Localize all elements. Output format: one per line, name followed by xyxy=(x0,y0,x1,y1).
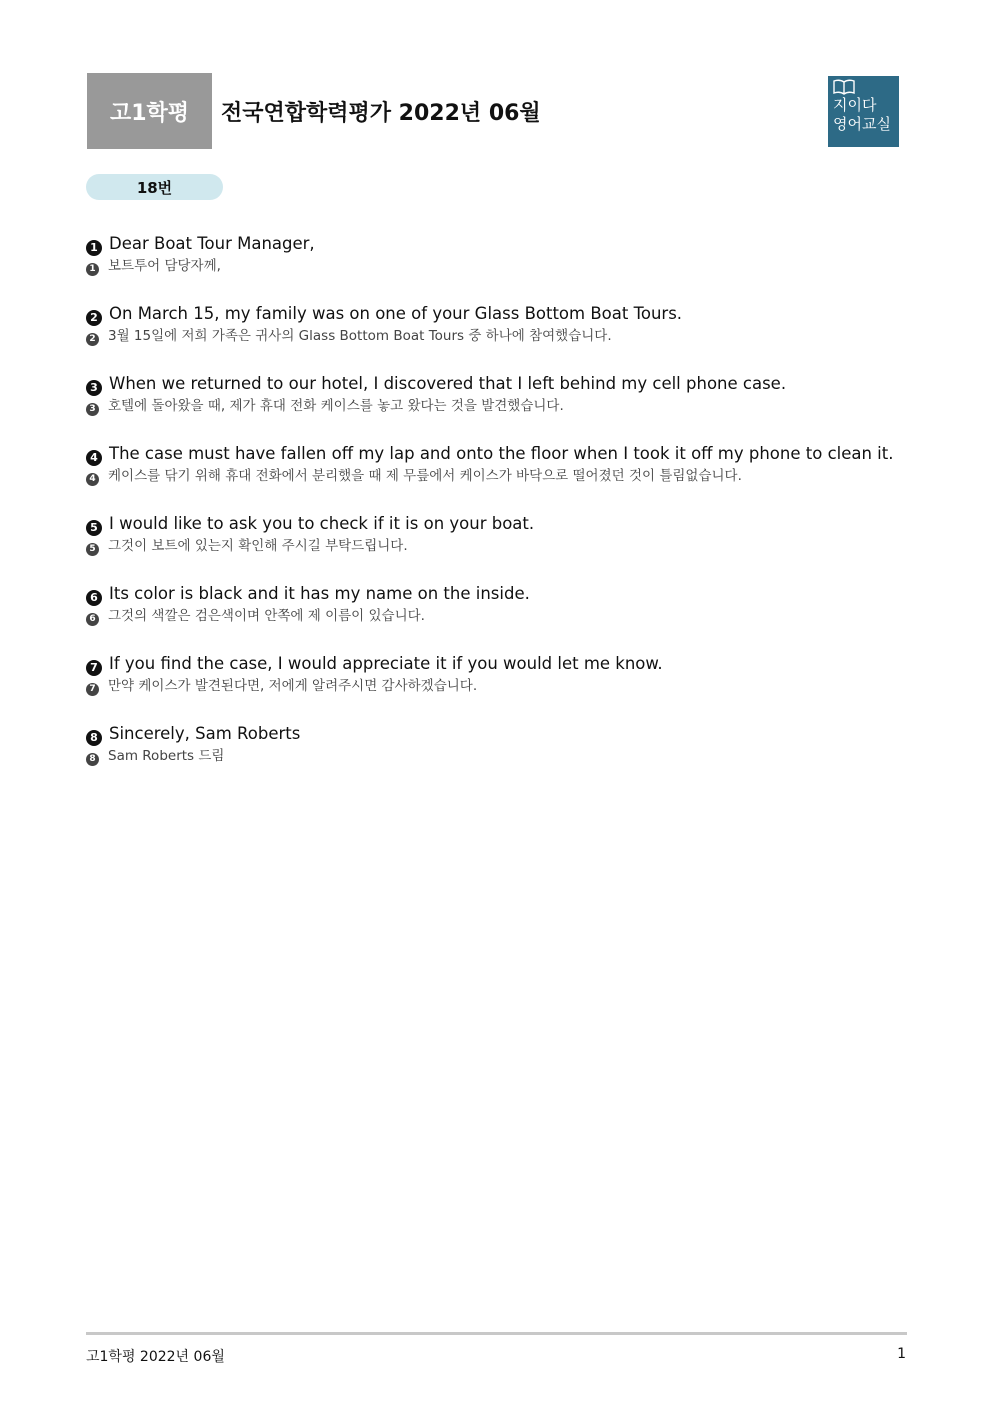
english-sentence xyxy=(86,721,907,746)
english-text: On March 15, my family was on one of your Glass Bottom Boat Tours. xyxy=(109,304,683,323)
question-number-badge: 18번 xyxy=(86,174,223,200)
korean-text: 호텔에 돌아왔을 때, 제가 휴대 전화 케이스를 놓고 왔다는 것을 발견했습니다. xyxy=(108,398,564,414)
page-title: 전국연합학력평가 2022년 06월 xyxy=(221,101,541,126)
english-text: When we returned to our hotel, I discovered that I left behind my cell phone case. xyxy=(109,374,787,393)
sentence-item xyxy=(86,231,907,277)
sentence-number: 7 xyxy=(86,660,102,676)
english-sentence xyxy=(86,231,907,256)
english-text: Its color is black and it has my name on the inside. xyxy=(109,584,530,603)
sentence-number: 2 xyxy=(86,310,102,326)
korean-translation xyxy=(86,466,907,487)
book-icon xyxy=(833,79,855,95)
korean-text: 그것이 보트에 있는지 확인해 주시길 부탁드립니다. xyxy=(108,538,408,554)
logo xyxy=(828,76,899,147)
sentence-number: 3 xyxy=(86,403,99,416)
english-sentence xyxy=(86,301,907,326)
english-text: Dear Boat Tour Manager, xyxy=(109,234,315,253)
sentence-number: 2 xyxy=(86,333,99,346)
korean-text: 그것의 색깔은 검은색이며 안쪽에 제 이름이 있습니다. xyxy=(108,608,425,624)
korean-translation xyxy=(86,326,907,347)
korean-translation xyxy=(86,676,907,697)
sentence-item xyxy=(86,511,907,557)
sentence-number: 4 xyxy=(86,473,99,486)
english-sentence xyxy=(86,581,907,606)
sentence-item xyxy=(86,651,907,697)
sentence-number: 1 xyxy=(86,263,99,276)
korean-translation xyxy=(86,396,907,417)
sentence-number: 6 xyxy=(86,613,99,626)
footer-label: 고1학평 2022년 06월 xyxy=(86,1349,225,1365)
english-text: Sincerely, Sam Roberts xyxy=(109,724,301,743)
korean-translation xyxy=(86,256,907,277)
english-sentence xyxy=(86,651,907,676)
logo-line-1: 지이다 xyxy=(833,96,877,114)
korean-text: 케이스를 닦기 위해 휴대 전화에서 분리했을 때 제 무릎에서 케이스가 바닥으로 떨어졌던 것이 틀림없습니다. xyxy=(108,468,742,484)
korean-translation xyxy=(86,536,907,557)
sentence-number: 6 xyxy=(86,590,102,606)
english-text: The case must have fallen off my lap and onto the floor when I took it off my phone to clean it. xyxy=(109,444,894,463)
sentence-list xyxy=(86,231,907,791)
english-sentence xyxy=(86,371,907,396)
grade-tag: 고1학평 xyxy=(87,73,212,149)
sentence-number: 8 xyxy=(86,730,102,746)
korean-text: 보트투어 담당자께, xyxy=(108,258,221,274)
sentence-item xyxy=(86,371,907,417)
sentence-number: 1 xyxy=(86,240,102,256)
korean-text: Sam Roberts 드림 xyxy=(108,748,225,764)
sentence-number: 5 xyxy=(86,520,102,536)
sentence-number: 5 xyxy=(86,543,99,556)
korean-translation xyxy=(86,606,907,627)
footer-divider xyxy=(86,1332,907,1335)
page-number: 1 xyxy=(897,1346,906,1362)
sentence-item xyxy=(86,441,907,487)
sentence-number: 4 xyxy=(86,450,102,466)
sentence-item xyxy=(86,581,907,627)
english-sentence xyxy=(86,441,907,466)
english-text: If you find the case, I would appreciate it if you would let me know. xyxy=(109,654,663,673)
sentence-item xyxy=(86,721,907,767)
korean-text: 3월 15일에 저희 가족은 귀사의 Glass Bottom Boat Tours 중 하나에 참여했습니다. xyxy=(108,328,612,344)
english-text: I would like to ask you to check if it is on your boat. xyxy=(109,514,535,533)
korean-translation xyxy=(86,746,907,767)
logo-line-2: 영어교실 xyxy=(833,115,891,133)
sentence-number: 7 xyxy=(86,683,99,696)
sentence-item xyxy=(86,301,907,347)
english-sentence xyxy=(86,511,907,536)
sentence-number: 3 xyxy=(86,380,102,396)
sentence-number: 8 xyxy=(86,753,99,766)
korean-text: 만약 케이스가 발견된다면, 저에게 알려주시면 감사하겠습니다. xyxy=(108,678,478,694)
